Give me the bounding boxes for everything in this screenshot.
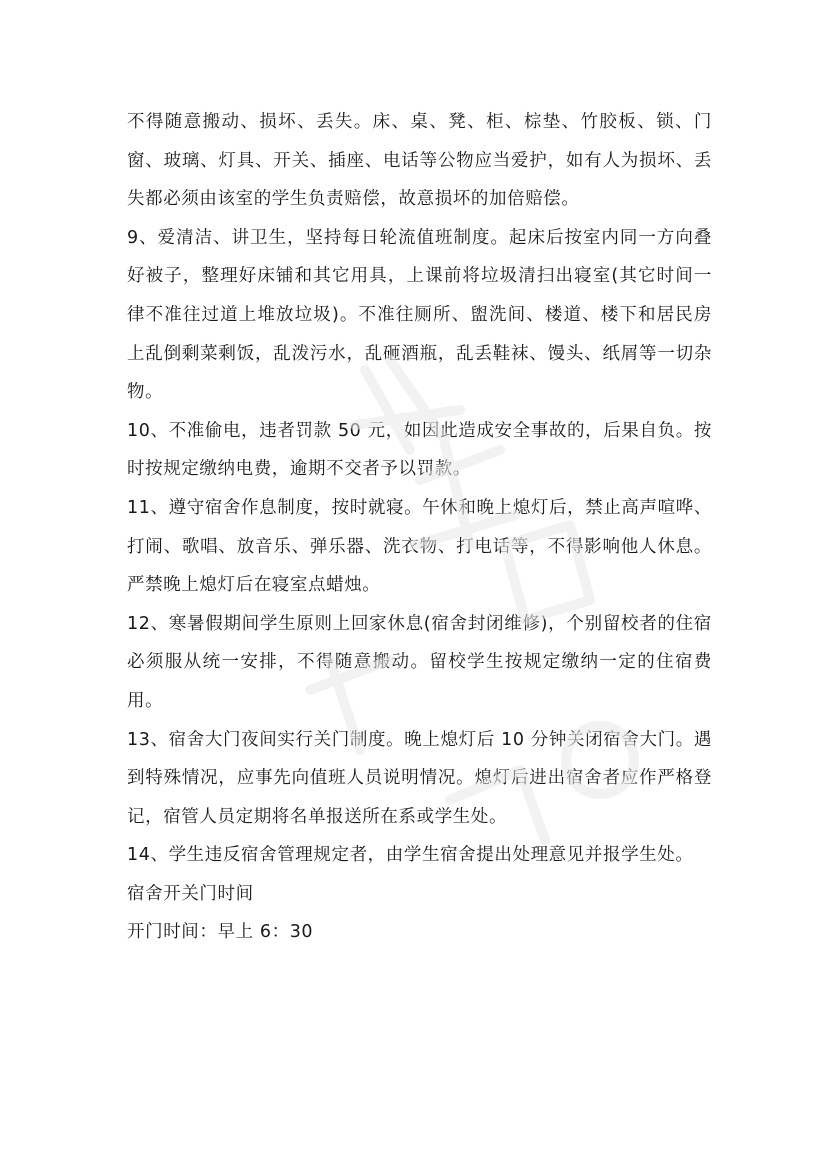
paragraph-rule-14: 14、学生违反宿舍管理规定者，由学生宿舍提出处理意见并报学生处。 xyxy=(127,845,694,866)
paragraph-property-rules: 不得随意搬动、损坏、丢失。床、桌、凳、柜、棕垫、竹胶板、锁、门窗、玻璃、灯具、开关、插座、电话等公物应当爱护，如有人为损坏、丢失都必须由该室的学生负责赔偿，故意损坏的加倍赔偿。 xyxy=(127,112,712,210)
door-open-time: 开门时间：早上 6：30 xyxy=(127,922,314,943)
section-heading-door-times: 宿舍开关门时间 xyxy=(127,883,254,904)
document-body xyxy=(127,103,712,952)
paragraph-rule-10: 10、不准偷电，违者罚款 50 元，如因此造成安全事故的，后果自负。按时按规定缴纳电费，逾期不交者予以罚款。 xyxy=(127,420,712,480)
paragraph-rule-9: 9、爱清洁、讲卫生，坚持每日轮流值班制度。起床后按室内同一方向叠好被子，整理好床铺和其它用具，上课前将垃圾清扫出寝室(其它时间一律不准往过道上堆放垃圾)。不准往厕所、盥洗间、楼道、楼下和居民房上乱倒剩菜剩饭，乱泼污水，乱砸酒瓶，乱丢鞋袜、馒头、纸屑等一切杂物。 xyxy=(127,227,712,403)
paragraph-rule-13: 13、宿舍大门夜间实行关门制度。晚上熄灯后 10 分钟关闭宿舍大门。遇到特殊情况，应事先向值班人员说明情况。熄灯后进出宿舍者应作严格登记，宿管人员定期将名单报送所在系或学生处。 xyxy=(127,729,712,827)
paragraph-rule-12: 12、寒暑假期间学生原则上回家休息(宿舍封闭维修)，个别留校者的住宿必须服从统一安排，不得随意搬动。留校学生按规定缴纳一定的住宿费用。 xyxy=(127,613,712,711)
paragraph-rule-11: 11、遵守宿舍作息制度，按时就寝。午休和晚上熄灯后，禁止高声喧哗、打闹、歌唱、放音乐、弹乐器、洗衣物、打电话等，不得影响他人休息。严禁晚上熄灯后在寝室点蜡烛。 xyxy=(127,497,712,596)
